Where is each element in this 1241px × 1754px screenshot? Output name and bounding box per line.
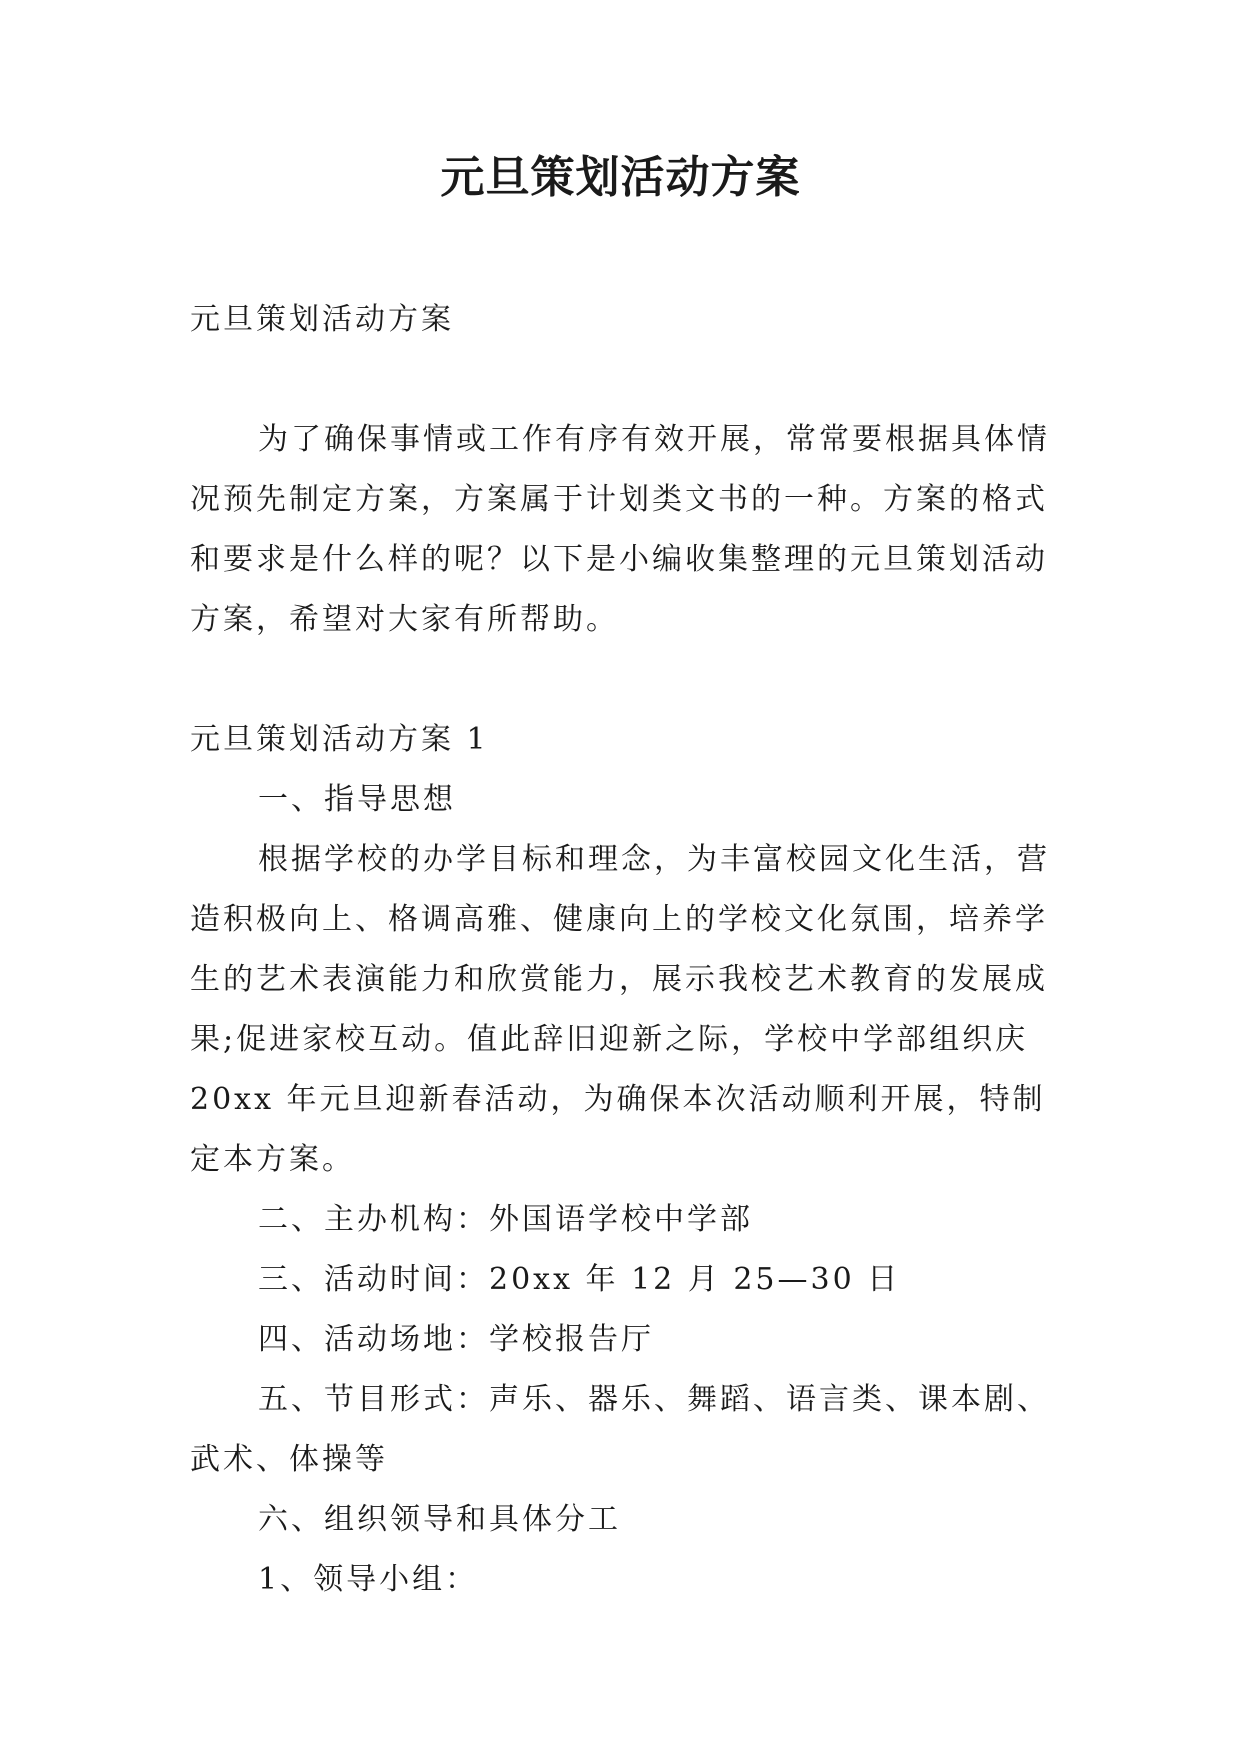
heading-guiding-thought: 一、指导思想 <box>258 782 456 817</box>
subtitle: 元旦策划活动方案 <box>190 302 454 337</box>
item-leadership-group: 1、领导小组： <box>258 1562 479 1597</box>
item-program-forms: 五、节目形式：声乐、器乐、舞蹈、语言类、课本剧、武术、体操等 <box>190 1382 1050 1477</box>
paragraph-guiding-thought: 根据学校的办学目标和理念，为丰富校园文化生活，营造积极向上、格调高雅、健康向上的学校文化氛围，培养学生的艺术表演能力和欣赏能力，展示我校艺术教育的发展成果;促进家校互动。值此辞旧迎新之际，学校中学部组织庆 20xx 年元旦迎新春活动，为确保本次活动顺利开展，特制定本方案。 <box>190 842 1050 1177</box>
item-organization: 六、组织领导和具体分工 <box>258 1502 621 1537</box>
item-organizer: 二、主办机构：外国语学校中学部 <box>258 1202 753 1237</box>
intro-paragraph: 为了确保事情或工作有序有效开展，常常要根据具体情况预先制定方案，方案属于计划类文书的一种。方案的格式和要求是什么样的呢？以下是小编收集整理的元旦策划活动方案，希望对大家有所帮助。 <box>190 422 1050 637</box>
spacer <box>190 350 1060 410</box>
document-title: 元旦策划活动方案 <box>440 152 801 203</box>
spacer <box>190 650 1060 710</box>
item-time: 三、活动时间：20xx 年 12 月 25—30 日 <box>258 1262 901 1297</box>
item-venue: 四、活动场地：学校报告厅 <box>258 1322 654 1357</box>
section-title: 元旦策划活动方案 1 <box>190 722 489 757</box>
document-body <box>190 290 1060 1610</box>
